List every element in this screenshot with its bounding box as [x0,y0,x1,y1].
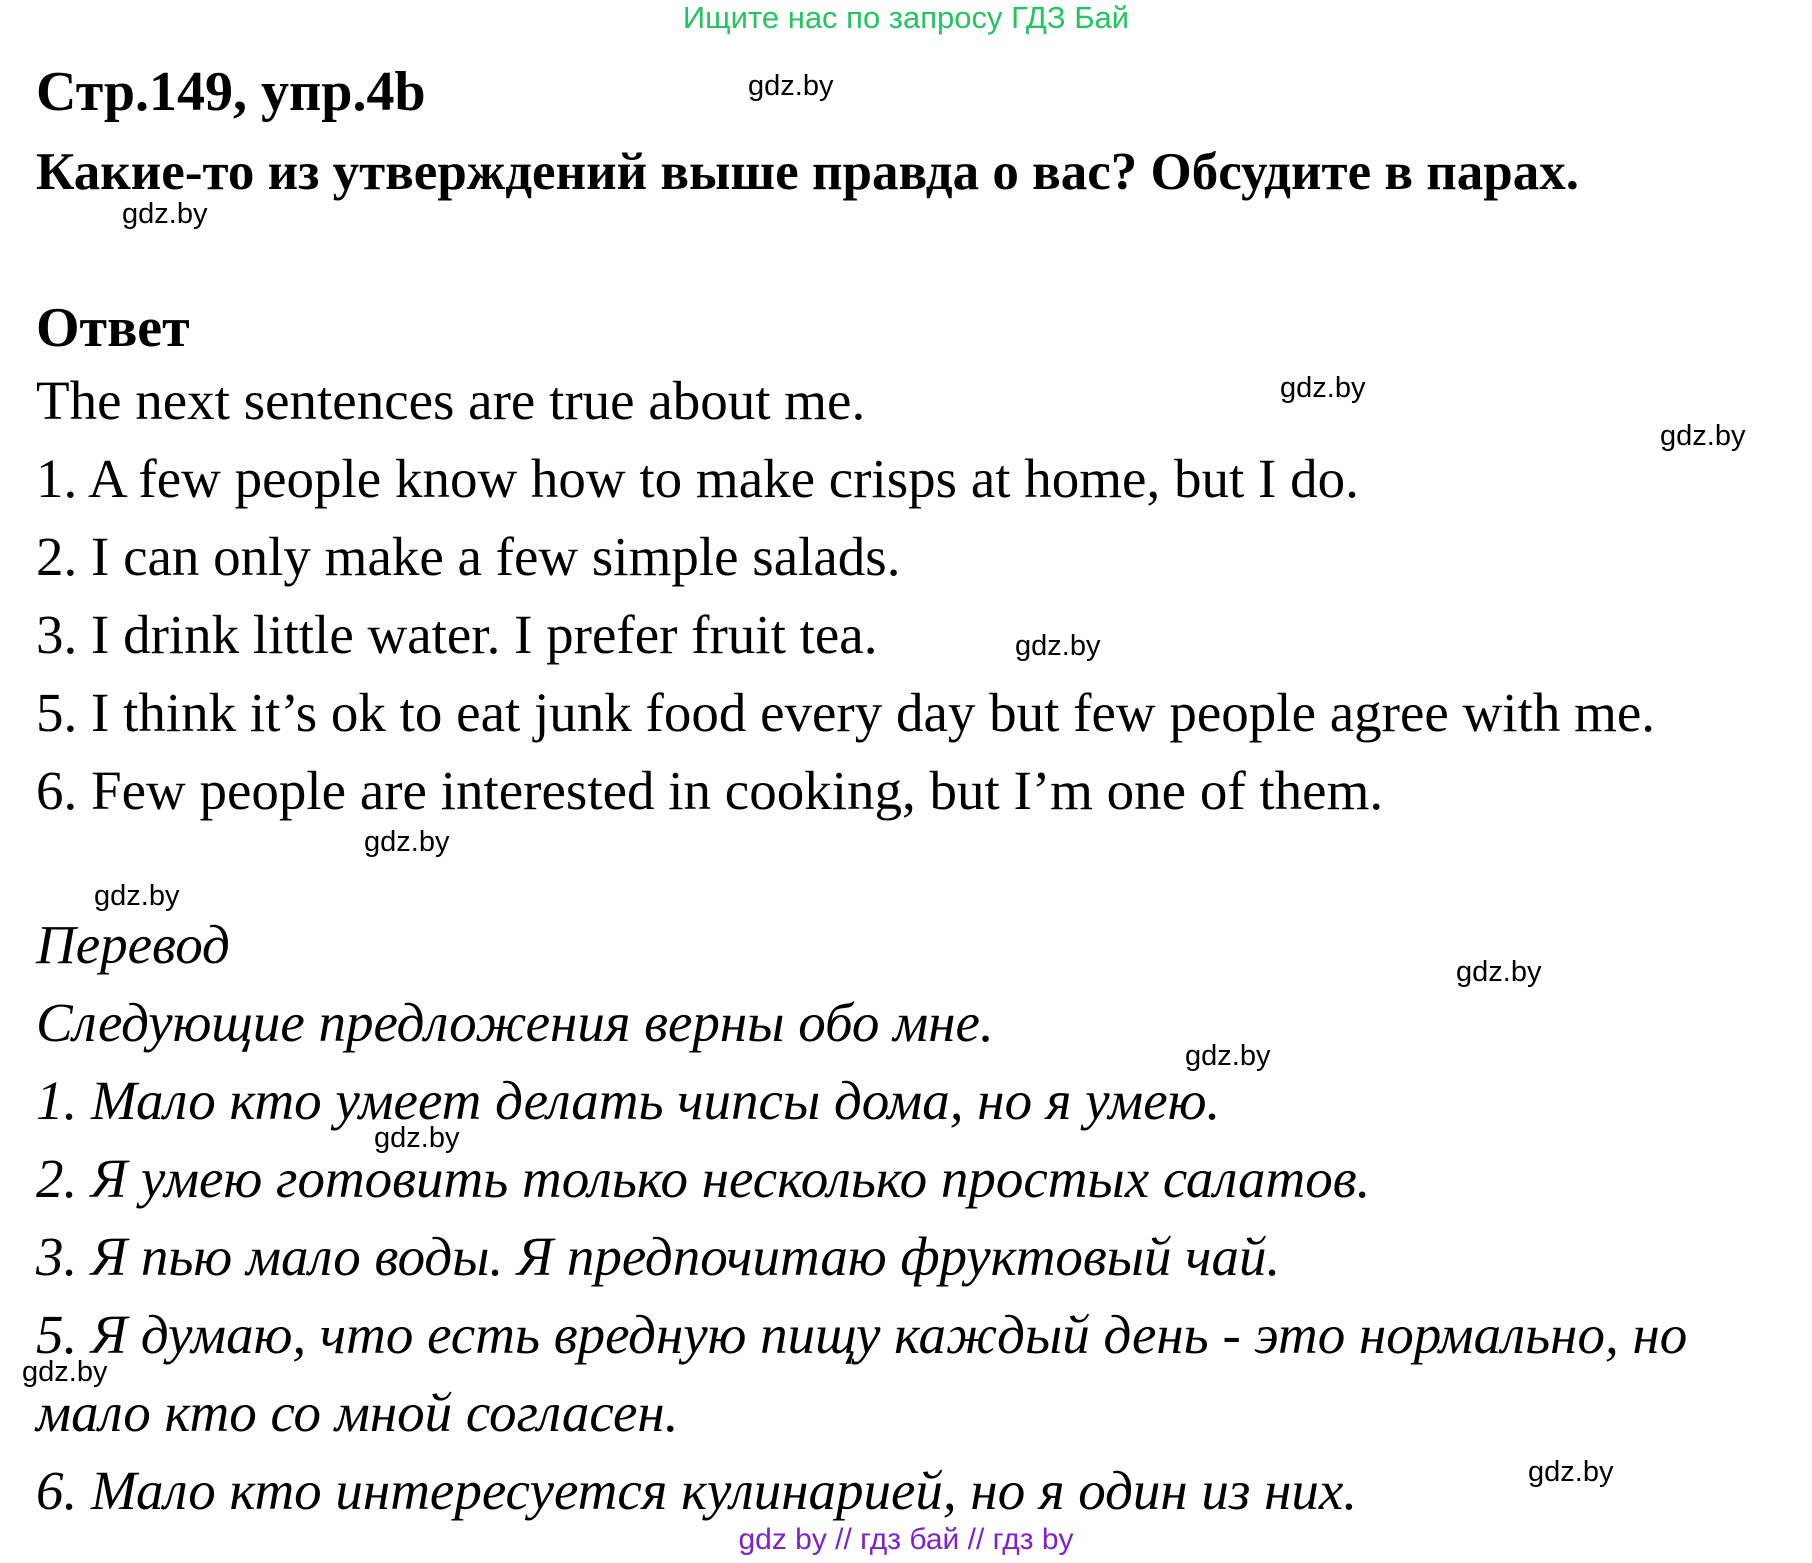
answer-line: 1. A few people know how to make crisps at home, but I do. [36,448,1359,509]
watermark: gdz.by [1185,1040,1271,1072]
task-description: Какие-то из утверждений выше правда о вас? Обсудите в парах. [36,143,1579,201]
translation-line: 2. Я умею готовить только несколько простых салатов. [36,1148,1371,1209]
answer-line: 2. I can only make a few simple salads. [36,526,901,587]
translation-heading: Перевод [36,914,230,975]
translation-line: 6. Мало кто интересуется кулинарией, но я один из них. [36,1460,1358,1521]
top-banner: Ищите нас по запросу ГДЗ Бай [682,0,1130,35]
answer-heading: Ответ [36,297,190,359]
watermark: gdz.by [22,1356,108,1388]
translation-line: мало кто со мной согласен. [36,1382,679,1443]
answer-line: 6. Few people are interested in cooking, but I’m one of them. [36,760,1384,821]
watermark: gdz.by [364,826,450,858]
watermark: gdz.by [1528,1456,1614,1488]
footer-links: gdz by // гдз бай // гдз by [738,1523,1074,1556]
watermark: gdz.by [1660,420,1746,452]
watermark: gdz.by [1456,956,1542,988]
translation-line: 5. Я думаю, что есть вредную пищу каждый день - это нормально, но [36,1304,1688,1365]
watermark: gdz.by [748,70,834,102]
translation-line: 3. Я пью мало воды. Я предпочитаю фруктовый чай. [36,1226,1281,1287]
answer-intro: The next sentences are true about me. [36,370,866,431]
answer-line: 5. I think it’s ok to eat junk food every day but few people agree with me. [36,682,1656,743]
watermark: gdz.by [374,1122,460,1154]
watermark: gdz.by [94,880,180,912]
translation-line: 1. Мало кто умеет делать чипсы дома, но я умею. [36,1070,1221,1131]
watermark: gdz.by [1280,372,1366,404]
watermark: gdz.by [122,198,208,230]
watermark: gdz.by [1015,630,1101,662]
translation-intro: Следующие предложения верны обо мне. [36,992,994,1053]
answer-line: 3. I drink little water. I prefer fruit tea. [36,604,878,665]
task-title: Стр.149, упр.4b [36,61,426,123]
